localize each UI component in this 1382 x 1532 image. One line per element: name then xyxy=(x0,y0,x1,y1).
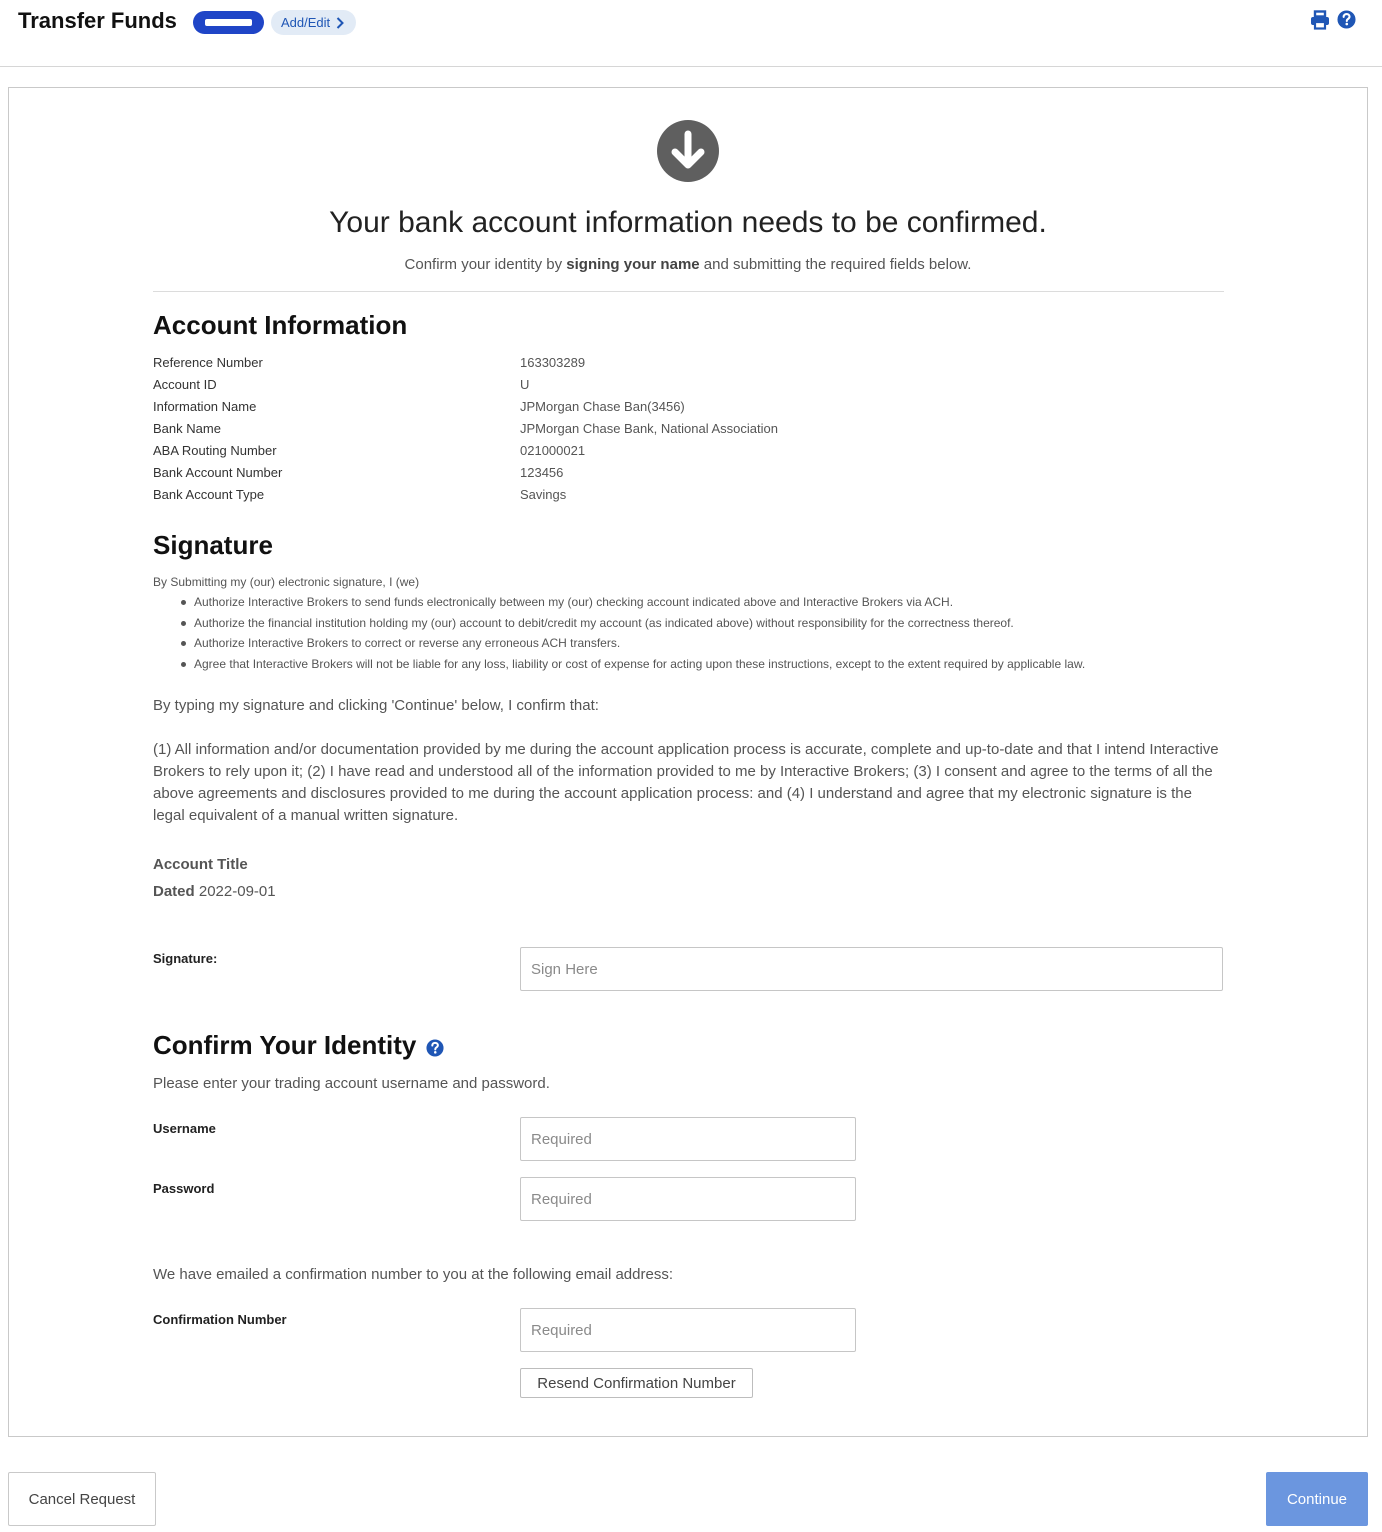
headline: Your bank account information needs to be confirmed. xyxy=(329,206,1047,239)
account-redaction-bar xyxy=(205,19,252,26)
confirm-identity-heading: Confirm Your Identity xyxy=(153,1030,417,1060)
print-icon[interactable] xyxy=(1310,10,1330,30)
username-input[interactable] xyxy=(520,1117,856,1161)
subline-pre: Confirm your identity by xyxy=(404,256,567,273)
info-row-bank-name xyxy=(153,421,1053,441)
chevron-right-icon xyxy=(336,17,344,29)
info-row-bank-account-number xyxy=(153,465,1053,485)
continue-button[interactable]: Continue xyxy=(1266,1472,1368,1526)
account-title-label: Account Title xyxy=(153,856,248,873)
info-value: 163303289 xyxy=(520,355,586,370)
info-value: Savings xyxy=(520,487,567,502)
add-edit-button[interactable] xyxy=(271,10,356,35)
help-icon[interactable] xyxy=(426,1039,444,1057)
subline-bold: signing your name xyxy=(566,256,700,273)
password-input[interactable] xyxy=(520,1177,856,1221)
list-item: Authorize Interactive Brokers to correct or reverse any erroneous ACH transfers. xyxy=(179,635,1085,656)
info-label: Account ID xyxy=(153,377,217,392)
info-row-bank-account-type xyxy=(153,487,1053,507)
identity-instructions: Please enter your trading account username and password. xyxy=(153,1075,550,1092)
signature-label: Signature: xyxy=(153,951,218,966)
info-row-account-id xyxy=(153,377,1053,397)
info-label: Information Name xyxy=(153,399,257,414)
info-value: 021000021 xyxy=(520,443,586,458)
divider xyxy=(153,291,1224,292)
confirm-line: By typing my signature and clicking 'Continue' below, I confirm that: xyxy=(153,697,599,714)
signature-heading: Signature xyxy=(153,530,273,560)
dated-line xyxy=(153,883,276,900)
account-selector-pill[interactable] xyxy=(193,11,264,34)
confirmation-panel xyxy=(8,87,1368,1437)
info-value: JPMorgan Chase Bank, National Association xyxy=(520,421,778,436)
info-value: 123456 xyxy=(520,465,564,480)
password-label: Password xyxy=(153,1181,215,1196)
email-notice: We have emailed a confirmation number to you at the following email address: xyxy=(153,1266,673,1283)
resend-confirmation-button[interactable]: Resend Confirmation Number xyxy=(520,1368,753,1398)
confirmation-number-input[interactable] xyxy=(520,1308,856,1352)
info-label: Reference Number xyxy=(153,355,263,370)
help-icon[interactable] xyxy=(1337,10,1356,29)
confirmation-number-label: Confirmation Number xyxy=(153,1312,287,1327)
signature-intro: By Submitting my (our) electronic signature, I (we) xyxy=(153,575,420,589)
info-row-reference-number xyxy=(153,355,1053,375)
dated-label: Dated xyxy=(153,883,195,900)
confirm-paragraph: (1) All information and/or documentation provided by me during the account application process is accurate, complete and up-to-date and that I intend Interactive Brokers to rely upon it; (2) I have read and understood all of the information provided to me by Interactive Brokers; (3) I consent and agree to the terms of all the above agreements and disclosures provided to me during the account application process: and (4) I understand and agree that my electronic signature is the legal equivalent of a manual written signature. xyxy=(153,741,1219,824)
signature-input[interactable] xyxy=(520,947,1223,991)
info-value: U xyxy=(520,377,530,392)
account-information-heading: Account Information xyxy=(153,310,408,340)
info-label: Bank Account Number xyxy=(153,465,283,480)
list-item: Authorize Interactive Brokers to send funds electronically between my (our) checking account indicated above and Interactive Brokers via ACH. xyxy=(179,594,1085,615)
authorization-list xyxy=(179,594,1085,677)
info-row-aba-routing-number xyxy=(153,443,1053,463)
top-bar xyxy=(0,0,1382,67)
add-edit-label: Add/Edit xyxy=(281,15,331,30)
subline-post: and submitting the required fields below. xyxy=(699,256,972,273)
info-label: ABA Routing Number xyxy=(153,443,277,458)
info-value: JPMorgan Chase Ban(3456) xyxy=(520,399,685,414)
username-label: Username xyxy=(153,1121,216,1136)
subline xyxy=(9,256,1367,273)
info-label: Bank Name xyxy=(153,421,221,436)
info-label: Bank Account Type xyxy=(153,487,265,502)
dated-value: 2022-09-01 xyxy=(198,883,276,900)
info-row-information-name xyxy=(153,399,1053,419)
list-item: Authorize the financial institution holding my (our) account to debit/credit my account (as indicated above) without responsibility for the correctness thereof. xyxy=(179,615,1085,636)
page-title: Transfer Funds xyxy=(18,8,177,33)
list-item: Agree that Interactive Brokers will not be liable for any loss, liability or cost of expense for acting upon these instructions, except to the extent required by applicable law. xyxy=(179,656,1085,677)
download-arrow-icon xyxy=(657,120,719,182)
cancel-request-button[interactable]: Cancel Request xyxy=(8,1472,156,1526)
